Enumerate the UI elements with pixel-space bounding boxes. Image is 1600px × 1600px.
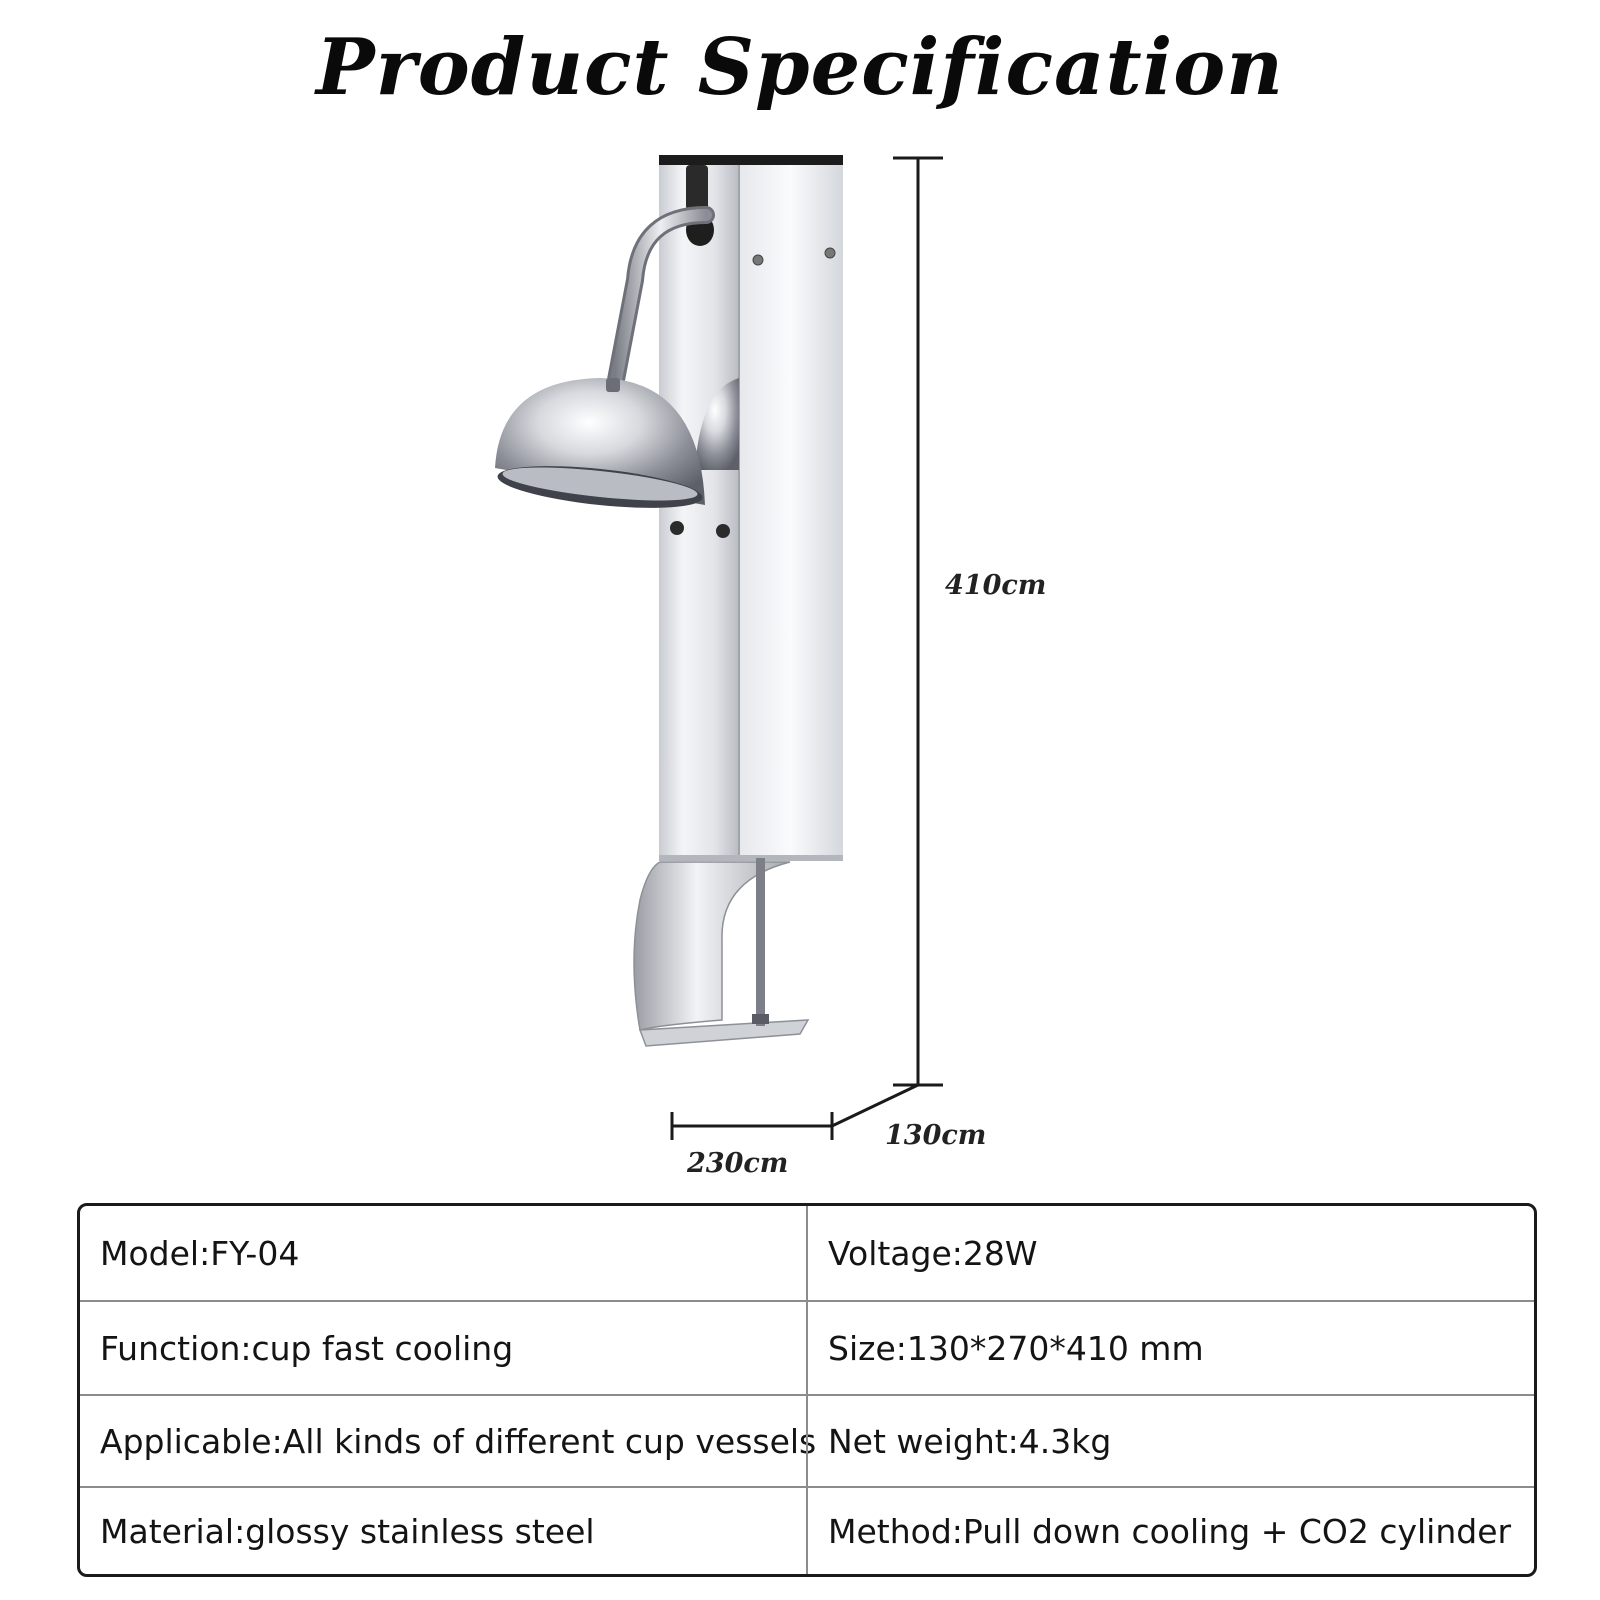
spec-size: Size:130*270*410 mm [806, 1302, 1537, 1394]
spec-row [80, 1206, 1534, 1302]
height-dimension-line [893, 158, 943, 1085]
width-dimension-line [672, 1112, 832, 1140]
clamp-hook [634, 858, 808, 1046]
spec-net-weight: Net weight:4.3kg [806, 1396, 1537, 1486]
spec-voltage: Voltage:28W [806, 1206, 1537, 1300]
spec-function: Function:cup fast cooling [100, 1328, 514, 1368]
width-label: 230cm [687, 1148, 789, 1179]
spec-row [80, 1302, 1534, 1396]
page-title: Product Specification [316, 22, 1284, 113]
height-label: 410cm [945, 570, 1047, 601]
depth-label: 130cm [885, 1120, 987, 1151]
dispenser-column [659, 155, 843, 861]
spec-row [80, 1396, 1534, 1488]
spec-table [77, 1203, 1537, 1577]
spec-model: Model:FY-04 [100, 1233, 300, 1273]
spec-method: Method:Pull down cooling + CO2 cylinder [806, 1488, 1537, 1574]
spec-row [80, 1488, 1534, 1574]
spec-applicable: Applicable:All kinds of different cup vessels [100, 1421, 817, 1461]
spec-material: Material:glossy stainless steel [100, 1511, 595, 1551]
